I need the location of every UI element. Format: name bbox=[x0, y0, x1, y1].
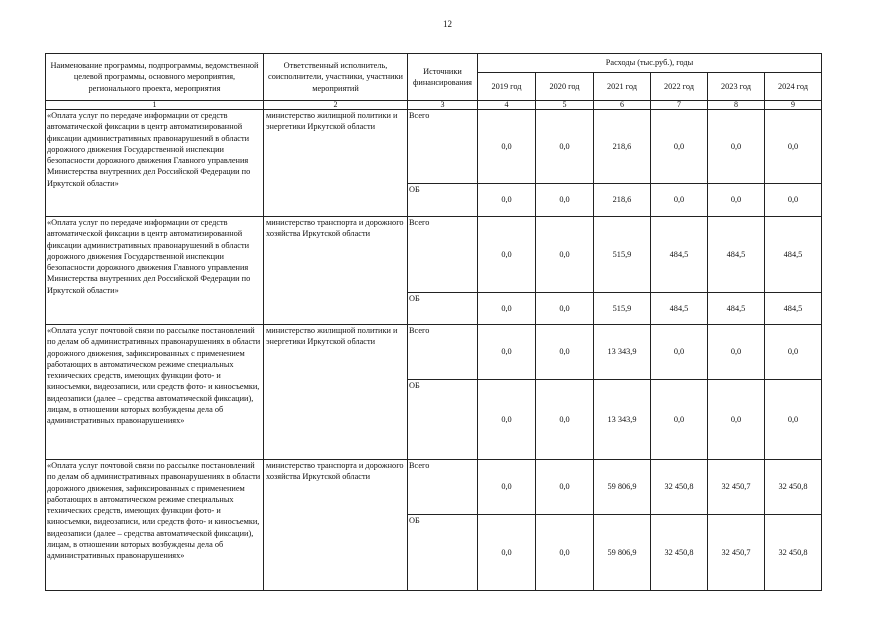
value-cell: 32 450,8 bbox=[765, 460, 822, 515]
source-total: Всего bbox=[408, 325, 478, 380]
value-cell: 0,0 bbox=[478, 217, 536, 293]
source-ob: ОБ bbox=[408, 380, 478, 460]
value-cell: 13 343,9 bbox=[594, 325, 651, 380]
column-number: 1 bbox=[46, 101, 264, 110]
value-cell: 0,0 bbox=[536, 380, 594, 460]
source-ob: ОБ bbox=[408, 293, 478, 325]
header-year: 2019 год bbox=[478, 73, 536, 101]
value-cell: 0,0 bbox=[651, 110, 708, 184]
executor: министерство транспорта и дорожного хозяйства Иркутской области bbox=[264, 460, 408, 591]
value-cell: 484,5 bbox=[651, 293, 708, 325]
value-cell: 0,0 bbox=[708, 110, 765, 184]
executor: министерство транспорта и дорожного хозяйства Иркутской области bbox=[264, 217, 408, 325]
value-cell: 0,0 bbox=[765, 110, 822, 184]
column-number: 4 bbox=[478, 101, 536, 110]
activity-name: «Оплата услуг по передаче информации от средств автоматической фиксации в центр автоматизированной фиксации административных правонарушений в области дорожного движения Государственной инспекции безопасности дорожного движения Главного управления Министерства внутренних дел Российской Федерации по Иркутской области» bbox=[46, 110, 264, 217]
source-ob: ОБ bbox=[408, 184, 478, 217]
value-cell: 32 450,8 bbox=[765, 515, 822, 591]
value-cell: 0,0 bbox=[651, 325, 708, 380]
value-cell: 0,0 bbox=[708, 184, 765, 217]
column-number: 5 bbox=[536, 101, 594, 110]
header-name: Наименование программы, подпрограммы, ведомственной целевой программы, основного мероприятия, регионального проекта, мероприятия bbox=[46, 54, 264, 101]
value-cell: 0,0 bbox=[765, 325, 822, 380]
value-cell: 13 343,9 bbox=[594, 380, 651, 460]
value-cell: 484,5 bbox=[765, 217, 822, 293]
expenses-table bbox=[45, 53, 822, 591]
value-cell: 0,0 bbox=[478, 293, 536, 325]
value-cell: 0,0 bbox=[708, 380, 765, 460]
value-cell: 32 450,7 bbox=[708, 515, 765, 591]
value-cell: 0,0 bbox=[536, 184, 594, 217]
value-cell: 0,0 bbox=[765, 380, 822, 460]
value-cell: 515,9 bbox=[594, 217, 651, 293]
value-cell: 32 450,7 bbox=[708, 460, 765, 515]
value-cell: 0,0 bbox=[478, 460, 536, 515]
value-cell: 0,0 bbox=[478, 380, 536, 460]
value-cell: 0,0 bbox=[708, 325, 765, 380]
value-cell: 0,0 bbox=[536, 293, 594, 325]
header-expenses: Расходы (тыс.руб.), годы bbox=[478, 54, 822, 73]
value-cell: 0,0 bbox=[536, 325, 594, 380]
value-cell: 32 450,8 bbox=[651, 515, 708, 591]
executor: министерство жилищной политики и энергетики Иркутской области bbox=[264, 325, 408, 460]
column-number: 2 bbox=[264, 101, 408, 110]
header-year: 2022 год bbox=[651, 73, 708, 101]
table-row bbox=[46, 460, 822, 515]
value-cell: 59 806,9 bbox=[594, 460, 651, 515]
header-source: Источники финансирования bbox=[408, 54, 478, 101]
source-total: Всего bbox=[408, 110, 478, 184]
column-number: 9 bbox=[765, 101, 822, 110]
source-total: Всего bbox=[408, 460, 478, 515]
header-year: 2024 год bbox=[765, 73, 822, 101]
value-cell: 484,5 bbox=[708, 217, 765, 293]
value-cell: 515,9 bbox=[594, 293, 651, 325]
value-cell: 218,6 bbox=[594, 184, 651, 217]
source-ob: ОБ bbox=[408, 515, 478, 591]
value-cell: 0,0 bbox=[651, 380, 708, 460]
value-cell: 0,0 bbox=[765, 184, 822, 217]
column-number: 8 bbox=[708, 101, 765, 110]
value-cell: 0,0 bbox=[536, 515, 594, 591]
value-cell: 0,0 bbox=[536, 217, 594, 293]
value-cell: 0,0 bbox=[478, 515, 536, 591]
table-row bbox=[46, 110, 822, 184]
activity-name: «Оплата услуг почтовой связи по рассылке постановлений по делам об административных правонарушениях в области дорожного движения, зафиксированных с применением работающих в автоматическом режиме специальных технических средств, имеющих функции фото- и киносъемки, видеозаписи, или средств фото- и киносъемки, видеозаписи (далее – средства автоматической фиксации), лицам, в отношении которых возбуждены дела об административных правонарушениях» bbox=[46, 325, 264, 460]
column-number: 3 bbox=[408, 101, 478, 110]
column-number: 7 bbox=[651, 101, 708, 110]
source-total: Всего bbox=[408, 217, 478, 293]
activity-name: «Оплата услуг по передаче информации от средств автоматической фиксации в центр автоматизированной фиксации административных правонарушений в области дорожного движения Государственной инспекции безопасности дорожного движения Главного управления Министерства внутренних дел Российской Федерации по Иркутской области» bbox=[46, 217, 264, 325]
value-cell: 0,0 bbox=[536, 460, 594, 515]
value-cell: 484,5 bbox=[651, 217, 708, 293]
table-row bbox=[46, 325, 822, 380]
value-cell: 32 450,8 bbox=[651, 460, 708, 515]
value-cell: 484,5 bbox=[708, 293, 765, 325]
activity-name: «Оплата услуг почтовой связи по рассылке постановлений по делам об административных правонарушениях в области дорожного движения, зафиксированных с применением работающих в автоматическом режиме специальных технических средств, имеющих функции фото- и киносъемки, видеозаписи, или средств фото- и киносъемки, видеозаписи (далее – средства автоматической фиксации), лицам, в отношении которых возбуждены дела об административных правонарушениях» bbox=[46, 460, 264, 591]
value-cell: 218,6 bbox=[594, 110, 651, 184]
value-cell: 0,0 bbox=[478, 110, 536, 184]
page-number: 12 bbox=[443, 19, 452, 29]
value-cell: 0,0 bbox=[651, 184, 708, 217]
value-cell: 484,5 bbox=[765, 293, 822, 325]
executor: министерство жилищной политики и энергетики Иркутской области bbox=[264, 110, 408, 217]
column-number: 6 bbox=[594, 101, 651, 110]
value-cell: 0,0 bbox=[478, 325, 536, 380]
value-cell: 59 806,9 bbox=[594, 515, 651, 591]
header-year: 2023 год bbox=[708, 73, 765, 101]
header-year: 2021 год bbox=[594, 73, 651, 101]
header-year: 2020 год bbox=[536, 73, 594, 101]
value-cell: 0,0 bbox=[478, 184, 536, 217]
value-cell: 0,0 bbox=[536, 110, 594, 184]
table-row bbox=[46, 217, 822, 293]
header-executor: Ответственный исполнитель, соисполнители, участники, участники мероприятий bbox=[264, 54, 408, 101]
